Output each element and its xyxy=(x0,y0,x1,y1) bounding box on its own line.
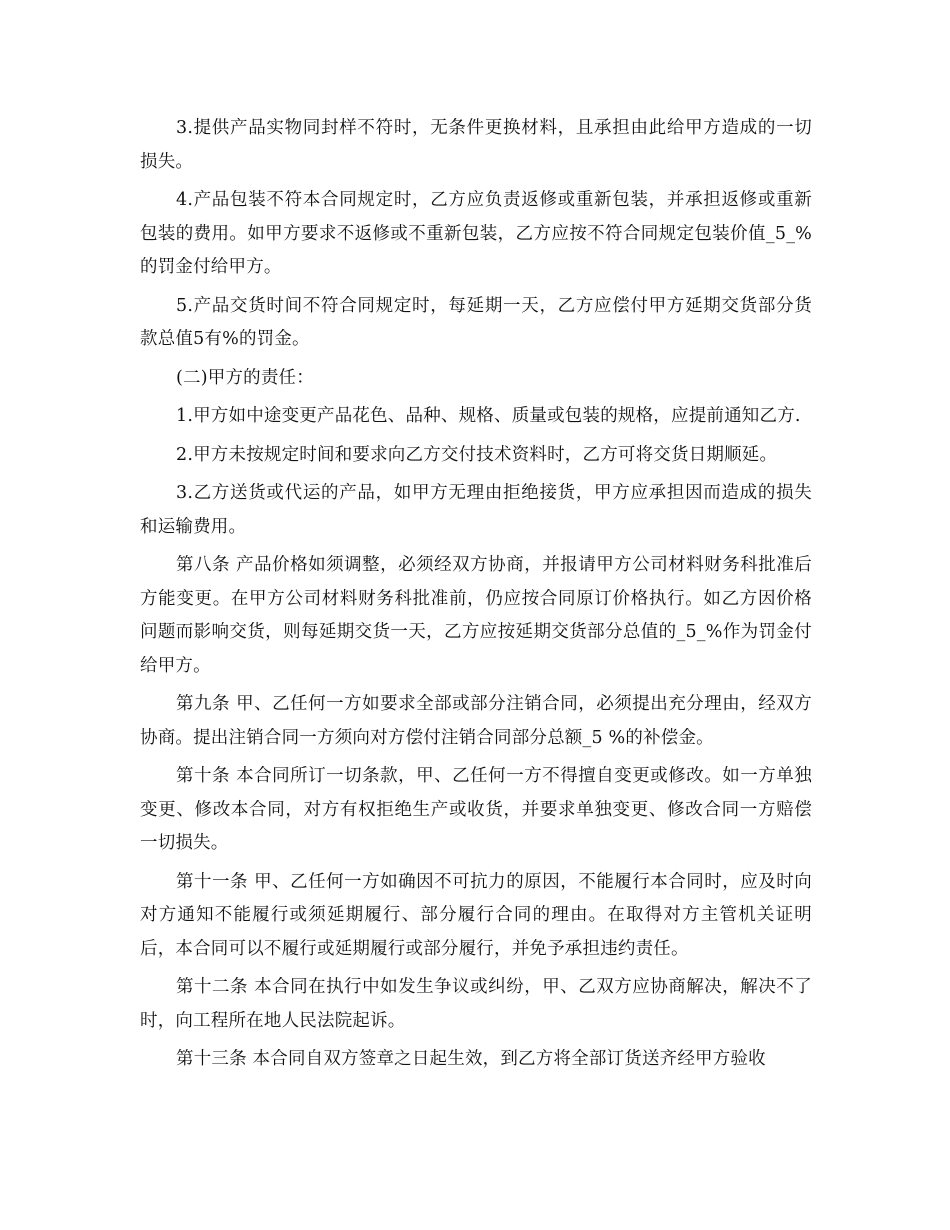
article-12: 第十二条 本合同在执行中如发生争议或纠纷，甲、乙双方应协商解决，解决不了时，向工程所在地人民法院起诉。 xyxy=(140,977,812,1031)
clause-7-2-2: 2.甲方未按规定时间和要求向乙方交付技术资料时，乙方可将交货日期顺延。 xyxy=(176,444,778,465)
article-13: 第十三条 本合同自双方签章之日起生效，到乙方将全部订货送齐经甲方验收 xyxy=(176,1049,766,1069)
clause-7-1-4: 4.产品包装不符本合同规定时，乙方应负责返修或重新包装，并承担返修或重新包装的费用。如甲方要求不返修或不重新包装，乙方应按不符合同规定包装价值_5_%的罚金付给甲方。 xyxy=(140,190,812,277)
section-heading-party-a-responsibility: (二)甲方的责任： xyxy=(176,367,314,388)
clause-7-1-3: 3.提供产品实物同封样不符时，无条件更换材料，且承担由此给甲方造成的一切损失。 xyxy=(140,118,812,172)
article-10: 第十条 本合同所订一切条款，甲、乙任何一方不得擅自变更或修改。如一方单独变更、修改本合同，对方有权拒绝生产或收货，并要求单独变更、修改合同一方赔偿一切损失。 xyxy=(140,766,812,853)
article-9: 第九条 甲、乙任何一方如要求全部或部分注销合同，必须提出充分理由，经双方协商。提出注销合同一方须向对方偿付注销合同部分总额_5 %的补偿金。 xyxy=(140,694,812,748)
clause-7-2-1: 1.甲方如中途变更产品花色、品种、规格、质量或包装的规格，应提前通知乙方. xyxy=(176,406,801,426)
article-11: 第十一条 甲、乙任何一方如确因不可抗力的原因，不能履行本合同时，应及时向对方通知不能履行或须延期履行、部分履行合同的理由。在取得对方主管机关证明后，本合同可以不履行或延期履行或部分履行，并免予承担违约责任。 xyxy=(140,871,812,959)
document-body xyxy=(140,112,812,1082)
article-8: 第八条 产品价格如须调整，必须经双方协商，并报请甲方公司材料财务科批准后方能变更。在甲方公司材料财务科批准前，仍应按合同原订价格执行。如乙方因价格问题而影响交货，则每延期交货一天，乙方应按延期交货部分总值的_5_%作为罚金付给甲方。 xyxy=(140,555,812,676)
clause-7-2-3: 3.乙方送货或代运的产品，如甲方无理由拒绝接货，甲方应承担因而造成的损失和运输费用。 xyxy=(140,483,812,537)
clause-7-1-5: 5.产品交货时间不符合同规定时，每延期一天，乙方应偿付甲方延期交货部分货款总值5有%的罚金。 xyxy=(140,295,812,349)
